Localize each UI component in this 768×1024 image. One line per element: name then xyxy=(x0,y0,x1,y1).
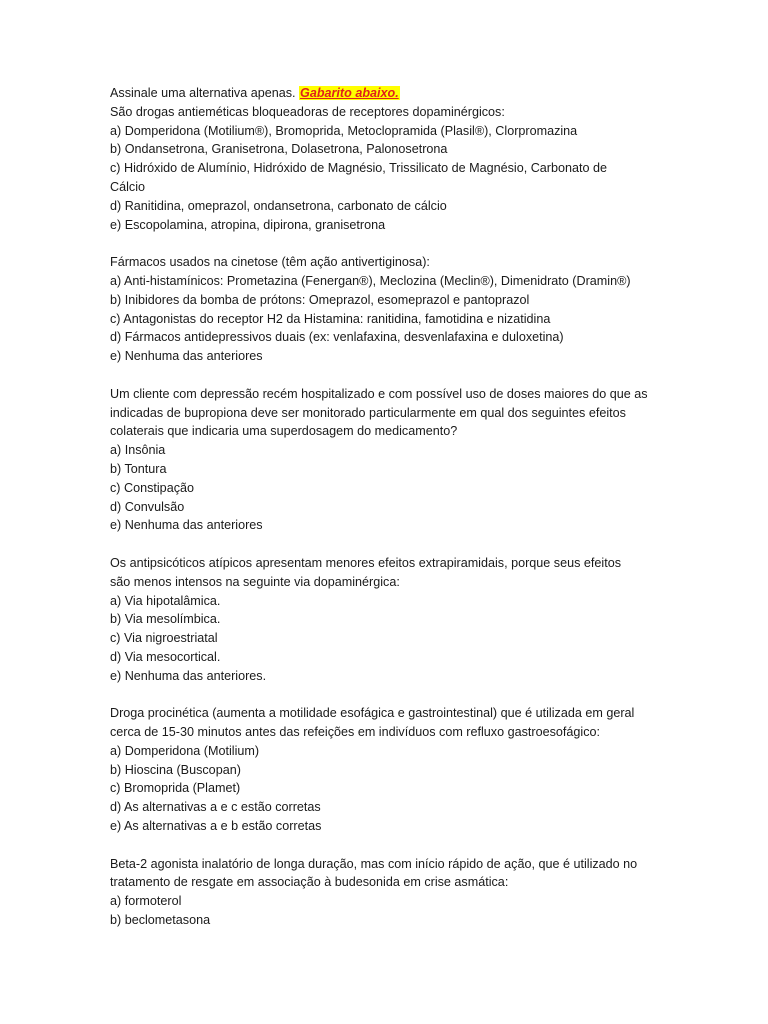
question-block xyxy=(110,103,670,235)
question-stem-line: Os antipsicóticos atípicos apresentam menores efeitos extrapiramidais, porque seus efeitos xyxy=(110,555,621,570)
question-stem-line: são menos intensos na seguinte via dopaminérgica: xyxy=(110,574,400,589)
answer-option: d) As alternativas a e c estão corretas xyxy=(110,800,321,815)
answer-option: d) Ranitidina, omeprazol, ondansetrona, carbonato de cálcio xyxy=(110,198,447,213)
answer-option: c) Constipação xyxy=(110,480,194,495)
question-stem-line: Um cliente com depressão recém hospitalizado e com possível uso de doses maiores do que as xyxy=(110,386,648,401)
question-stem-line: Droga procinética (aumenta a motilidade esofágica e gastrointestinal) que é utilizada em geral xyxy=(110,706,635,721)
answer-key-note: Gabarito abaixo. xyxy=(300,86,399,100)
answer-option: c) Bromoprida (Plamet) xyxy=(110,781,241,796)
answer-option: a) Domperidona (Motilium®), Bromoprida, Metoclopramida (Plasil®), Clorpromazina xyxy=(110,123,578,138)
answer-option: d) Fármacos antidepressivos duais (ex: venlafaxina, desvenlafaxina e duloxetina) xyxy=(110,330,564,345)
question-block xyxy=(110,855,670,930)
question-stem-line: tratamento de resgate em associação à budesonida em crise asmática: xyxy=(110,875,509,890)
answer-option: e) Nenhuma das anteriores. xyxy=(110,668,267,683)
question-stem-line: indicadas de bupropiona deve ser monitorado particularmente em qual dos seguintes efeitos xyxy=(110,405,626,420)
answer-option: c) Antagonistas do receptor H2 da Histamina: ranitidina, famotidina e nizatidina xyxy=(110,311,551,326)
answer-option: a) formoterol xyxy=(110,894,182,909)
question-stem-line: Fármacos usados na cinetose (têm ação antivertiginosa): xyxy=(110,255,430,270)
answer-option: a) Insônia xyxy=(110,443,166,458)
answer-option: Cálcio xyxy=(110,179,145,194)
question-stem-line: cerca de 15-30 minutos antes das refeições em indivíduos com refluxo gastroesofágico: xyxy=(110,725,601,740)
intro-line xyxy=(110,84,670,103)
document-page xyxy=(110,84,670,930)
answer-option: b) Tontura xyxy=(110,461,167,476)
answer-option: b) beclometasona xyxy=(110,913,211,928)
answer-option: e) As alternativas a e b estão corretas xyxy=(110,819,322,834)
answer-option: b) Inibidores da bomba de prótons: Omeprazol, esomeprazol e pantoprazol xyxy=(110,292,530,307)
answer-option: e) Escopolamina, atropina, dipirona, granisetrona xyxy=(110,217,386,232)
question-block xyxy=(110,253,670,366)
answer-option: e) Nenhuma das anteriores xyxy=(110,518,263,533)
answer-option: e) Nenhuma das anteriores xyxy=(110,349,263,364)
answer-option: d) Convulsão xyxy=(110,499,185,514)
instruction-text: Assinale uma alternativa apenas. xyxy=(110,86,300,100)
question-spacer xyxy=(110,234,670,253)
question-block xyxy=(110,554,670,686)
answer-option: b) Hioscina (Buscopan) xyxy=(110,762,241,777)
answer-option: c) Hidróxido de Alumínio, Hidróxido de Magnésio, Trissilicato de Magnésio, Carbonato de xyxy=(110,161,608,176)
question-spacer xyxy=(110,535,670,554)
question-spacer xyxy=(110,836,670,855)
question-list xyxy=(110,103,670,930)
question-spacer xyxy=(110,686,670,705)
question-block xyxy=(110,385,670,535)
question-spacer xyxy=(110,366,670,385)
answer-option: a) Domperidona (Motilium) xyxy=(110,743,260,758)
answer-option: a) Anti-histamínicos: Prometazina (Fenergan®), Meclozina (Meclin®), Dimenidrato (Dramin®) xyxy=(110,273,631,288)
question-stem-line: São drogas antieméticas bloqueadoras de receptores dopaminérgicos: xyxy=(110,104,505,119)
answer-option: b) Via mesolímbica. xyxy=(110,612,221,627)
question-block xyxy=(110,704,670,836)
question-stem-line: Beta-2 agonista inalatório de longa duração, mas com início rápido de ação, que é utilizado no xyxy=(110,856,638,871)
question-stem-line: colaterais que indicaria uma superdosagem do medicamento? xyxy=(110,424,458,439)
answer-option: c) Via nigroestriatal xyxy=(110,631,218,646)
answer-option: d) Via mesocortical. xyxy=(110,649,221,664)
answer-option: a) Via hipotalâmica. xyxy=(110,593,221,608)
answer-option: b) Ondansetrona, Granisetrona, Dolasetrona, Palonosetrona xyxy=(110,142,448,157)
